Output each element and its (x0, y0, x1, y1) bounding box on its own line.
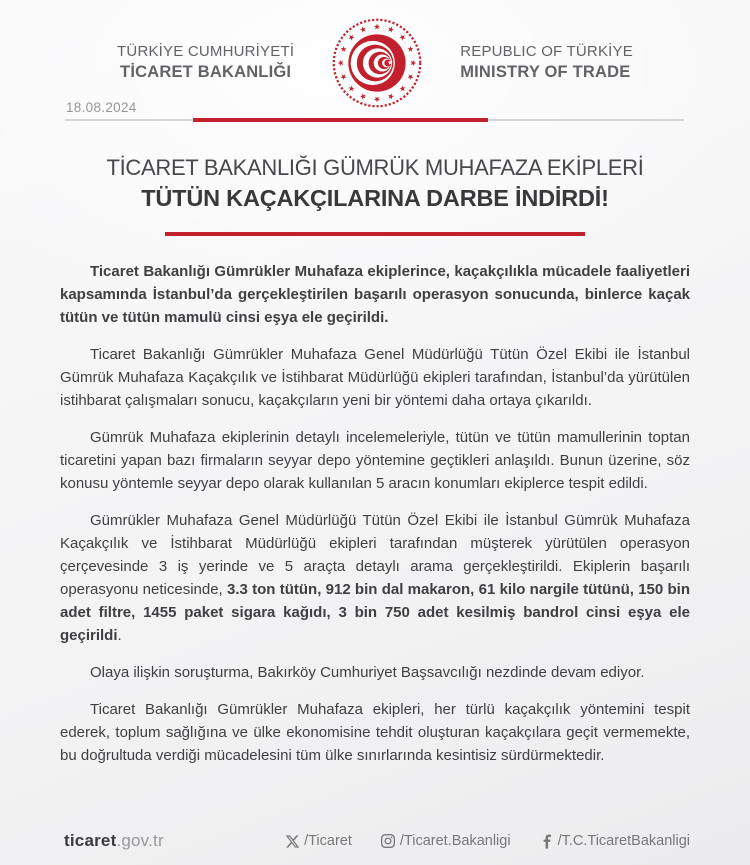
paragraph-4-regular: Gümrükler Muhafaza Genel Müdürlüğü Tütün Özel Ekibi ile İstanbul Gümrük Muhafaza Kaçakçılık ve İstihbarat Müdürlüğü ekipleri tarafından müşterek yürütülen operasyon çerçevesinde 3 iş yerinde ve 5 araçta detaylı arama gerçekleştirildi. Ekiplerin başarılı operasyonu neticesinde, (60, 512, 690, 598)
facebook-icon (539, 834, 554, 849)
website-link-bold: ticaret (64, 831, 117, 850)
press-paragraph-4 (60, 509, 690, 647)
title-line2: TÜTÜN KAÇAKÇILARINA DARBE İNDİRDİ! (141, 185, 609, 211)
press-release-date: 18.08.2024 (66, 100, 137, 115)
footer (0, 831, 750, 851)
paragraph-4-period: . (117, 627, 122, 644)
ministry-of-trade-logo-icon (330, 16, 424, 110)
org-tr-line1: TÜRKİYE CUMHURİYETİ (117, 43, 295, 61)
org-en-line1: REPUBLIC OF TÜRKİYE (460, 43, 633, 61)
title-underline (165, 232, 585, 236)
org-name-english (460, 43, 633, 82)
social-handle: /T.C.TicaretBakanligi (557, 833, 690, 849)
press-paragraph-3: Gümrük Muhafaza ekiplerinin detaylı incelemeleriyle, tütün ve tütün mamullerinin toptan ticaretini yapan bazı firmaların seyyar depo yöntemine geçtikleri anlaşıldı. Bunun üzerine, söz konusu yöntemle seyyar depo olarak kullanılan 5 aracın konumları ekiplerce tespit edildi. (60, 429, 690, 492)
org-tr-line2: TİCARET BAKANLIĞI (120, 63, 292, 82)
x-icon (285, 834, 300, 849)
social-handle: /Ticaret.Bakanligi (399, 833, 511, 849)
org-en-line2: MINISTRY OF TRADE (460, 63, 631, 82)
press-paragraph-2: Ticaret Bakanlığı Gümrükler Muhafaza Genel Müdürlüğü Tütün Özel Ekibi ile İstanbul Gümrük Muhafaza Kaçakçılık ve İstihbarat Müdürlüğü ekipleri tarafından, İstanbul’da yürütülen istihbarat çalışmaları sonucu, kaçakçıların yeni bir yöntemi daha ortaya çıkarıldı. (60, 346, 690, 409)
press-paragraph-6: Ticaret Bakanlığı Gümrükler Muhafaza ekipleri, her türlü kaçakçılık yöntemini tespit ederek, toplum sağlığına ve ülke ekonomisine tehdit oluşturan kaçakçılara geçit vermemekte, bu doğrultuda verdiği mücadelesini tüm ülke sınırlarında kesintisiz sürdürmektedir. (60, 701, 690, 764)
social-link-facebook[interactable] (539, 833, 690, 849)
header (0, 0, 750, 110)
website-link[interactable] (64, 831, 164, 851)
social-link-x[interactable] (285, 833, 352, 849)
press-release-body (0, 260, 750, 767)
page-title (0, 155, 750, 236)
paragraph-4-seized-goods: 3.3 ton tütün, 912 bin dal makaron, 61 kilo nargile tütünü, 150 bin adet filtre, 1455 paket sigara kağıdı, 3 bin 750 adet kesilmiş bandrol cinsi eşya ele geçirildi (60, 581, 691, 644)
social-link-instagram[interactable] (380, 833, 511, 849)
website-link-rest: .gov.tr (116, 831, 164, 850)
header-divider-accent (193, 118, 488, 122)
press-paragraph-5: Olaya ilişkin soruşturma, Bakırköy Cumhuriyet Başsavcılığı nezdinde devam ediyor. (90, 664, 645, 681)
social-handle: /Ticaret (304, 833, 352, 849)
instagram-icon (380, 833, 396, 849)
social-links (285, 833, 690, 849)
org-name-turkish (117, 43, 294, 82)
press-paragraph-1: Ticaret Bakanlığı Gümrükler Muhafaza ekiplerince, kaçakçılıkla mücadele faaliyetleri kapsamında İstanbul’da gerçekleştirilen başarılı operasyon sonucunda, binlerce kaçak tütün ve tütün mamulü cinsi eşya ele geçirildi. (60, 263, 690, 326)
header-divider (65, 119, 684, 121)
title-line1: TİCARET BAKANLIĞI GÜMRÜK MUHAFAZA EKİPLERİ (106, 155, 644, 180)
